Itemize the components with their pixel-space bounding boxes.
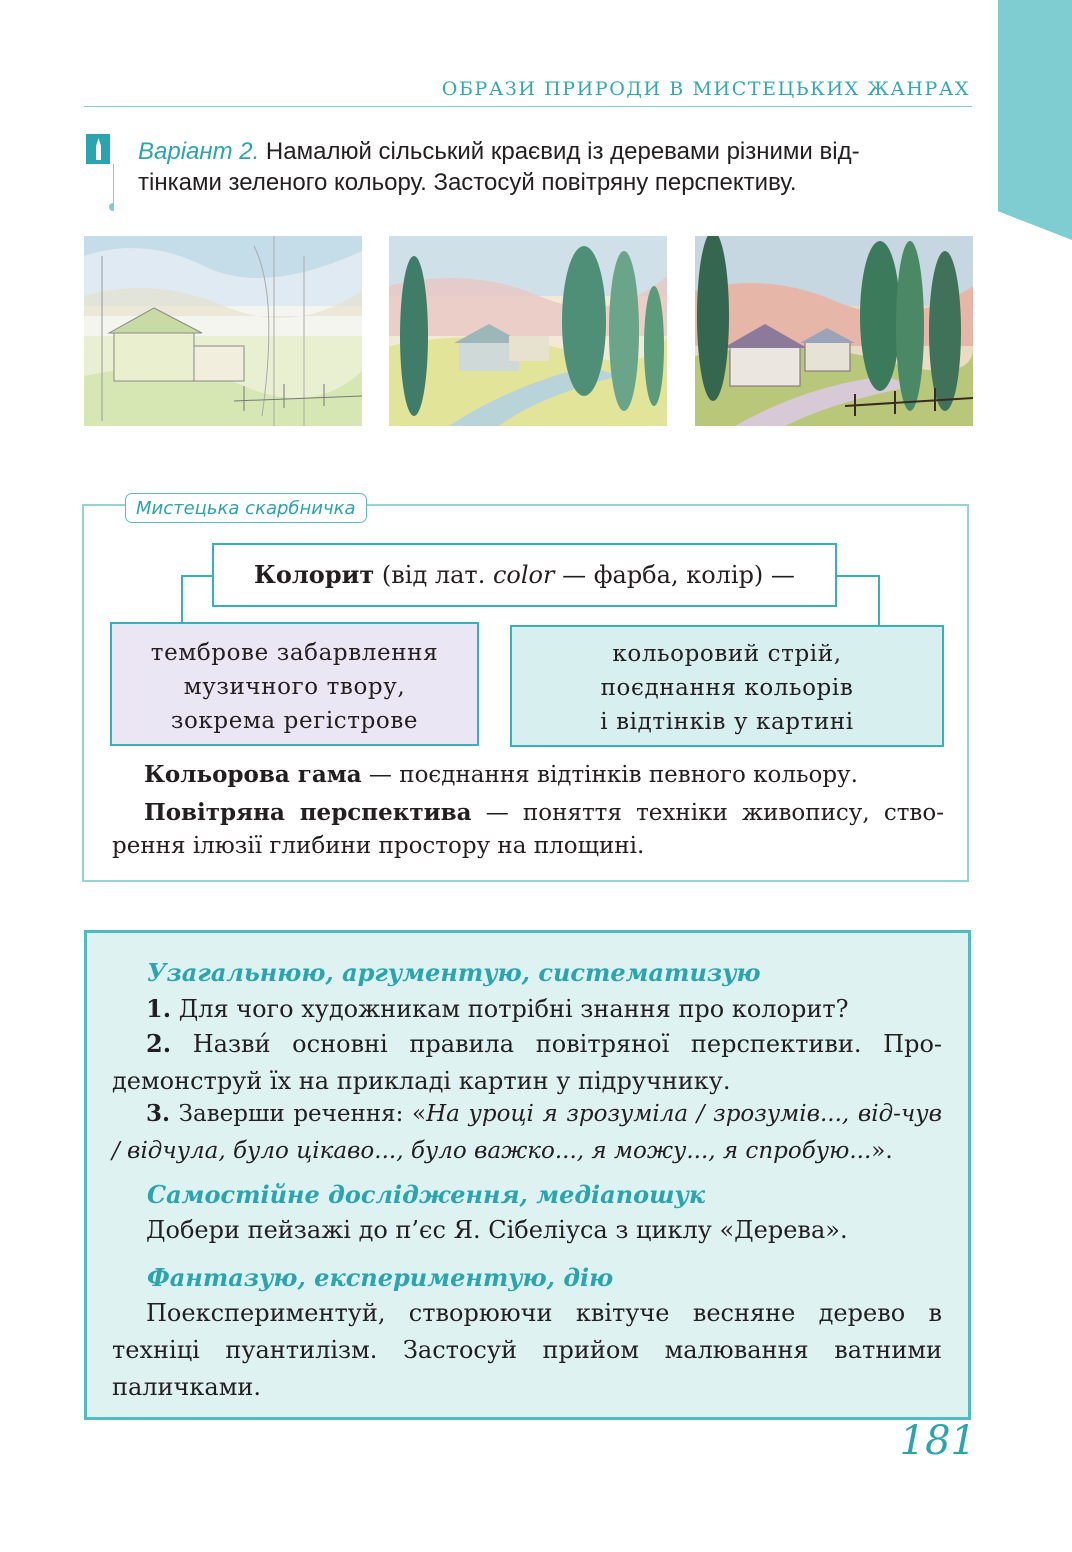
- task-variant-2: [138, 136, 974, 198]
- def1-term: Кольорова гама: [144, 761, 362, 788]
- q3-text-a: Заверши речення: «: [170, 1101, 427, 1127]
- definition-color-gamut: [112, 758, 944, 792]
- question-3: [112, 1095, 942, 1170]
- watercolor-sketch-image: [84, 236, 362, 426]
- watercolor-finished-image: [695, 236, 973, 426]
- q1-number: 1.: [146, 994, 172, 1023]
- q3-text-c: ».: [871, 1138, 893, 1164]
- chapter-corner-tab: [998, 0, 1072, 240]
- koloryt-etym-a: (від лат.: [374, 561, 493, 589]
- koloryt-latin: color: [492, 561, 555, 589]
- koloryt-term-box: [212, 543, 837, 607]
- chapter-title: ОБРАЗИ ПРИРОДИ В МИСТЕЦЬКИХ ЖАНРАХ: [441, 78, 970, 100]
- connector-right-h: [836, 575, 880, 577]
- task-line-2: тінками зеленого кольору. Застосуй повітряну перспективу.: [138, 169, 797, 196]
- painting-meaning-box: [510, 625, 944, 747]
- heading-fantasy: Фантазую, експериментую, дію: [147, 1263, 614, 1292]
- painting-line: поєднання кольорів: [600, 675, 854, 701]
- music-line: зокрема регістрове: [170, 708, 419, 734]
- q3-text-b: На уроці я зрозуміла / зрозумів..., від-чув / відчула, було цікаво..., було важко..., я можу..., я спробую...: [112, 1101, 942, 1164]
- fantasy-task: Поекспериментуй, створюючи квітуче весняне дерево в техніці пуантилізм. Застосуй прийом малювання ватними паличками.: [112, 1299, 942, 1401]
- def1-text: — поєднання відтінків певного кольору.: [361, 762, 858, 788]
- task-line-1: Намалюй сільський краєвид із деревами різними від-: [259, 138, 860, 165]
- painting-line: кольоровий стрій,: [612, 641, 842, 667]
- pencil-task-icon: [84, 134, 114, 214]
- q3-number: 3.: [146, 1100, 171, 1127]
- question-2: [112, 1025, 942, 1100]
- q1-text: Для чого художникам потрібні знання про колорит?: [171, 995, 849, 1023]
- treasury-label: Мистецька скарбничка: [125, 493, 367, 523]
- connector-left-h: [181, 575, 214, 577]
- connector-right-v: [878, 575, 880, 626]
- heading-generalize: Узагальнюю, аргументую, систематизую: [147, 958, 761, 987]
- def2-term: Повітряна перспектива: [144, 799, 472, 826]
- question-1: [112, 990, 942, 1028]
- music-line: темброве забарвлення: [150, 640, 439, 666]
- connector-left-v: [181, 575, 183, 623]
- q2-text: Назви́ основні правила повітряної перспективи. Про-демонструй їх на прикладі картин у підручнику.: [112, 1030, 942, 1095]
- page-number: 181: [899, 1418, 976, 1464]
- definition-aerial-perspective: [112, 796, 944, 863]
- koloryt-term: Колорит: [254, 560, 375, 589]
- music-meaning-box: [110, 622, 479, 746]
- music-line: музичного твору,: [183, 674, 406, 700]
- header-rule: [84, 106, 972, 107]
- research-task: Добери пейзажі до п’єс Я. Сібеліуса з циклу «Дерева».: [146, 1216, 848, 1244]
- q2-number: 2.: [146, 1029, 172, 1058]
- painting-line: і відтінків у картині: [600, 709, 854, 735]
- watercolor-underpainting-image: [389, 236, 667, 426]
- heading-research: Самостійне дослідження, медіапошук: [147, 1180, 706, 1209]
- def2-text: — поняття техніки живопису, ство-рення ілюзії глибини простору на площині.: [112, 800, 944, 859]
- variant-label: Варіант 2.: [138, 138, 260, 165]
- koloryt-etym-b: — фарба, колір) —: [554, 561, 795, 589]
